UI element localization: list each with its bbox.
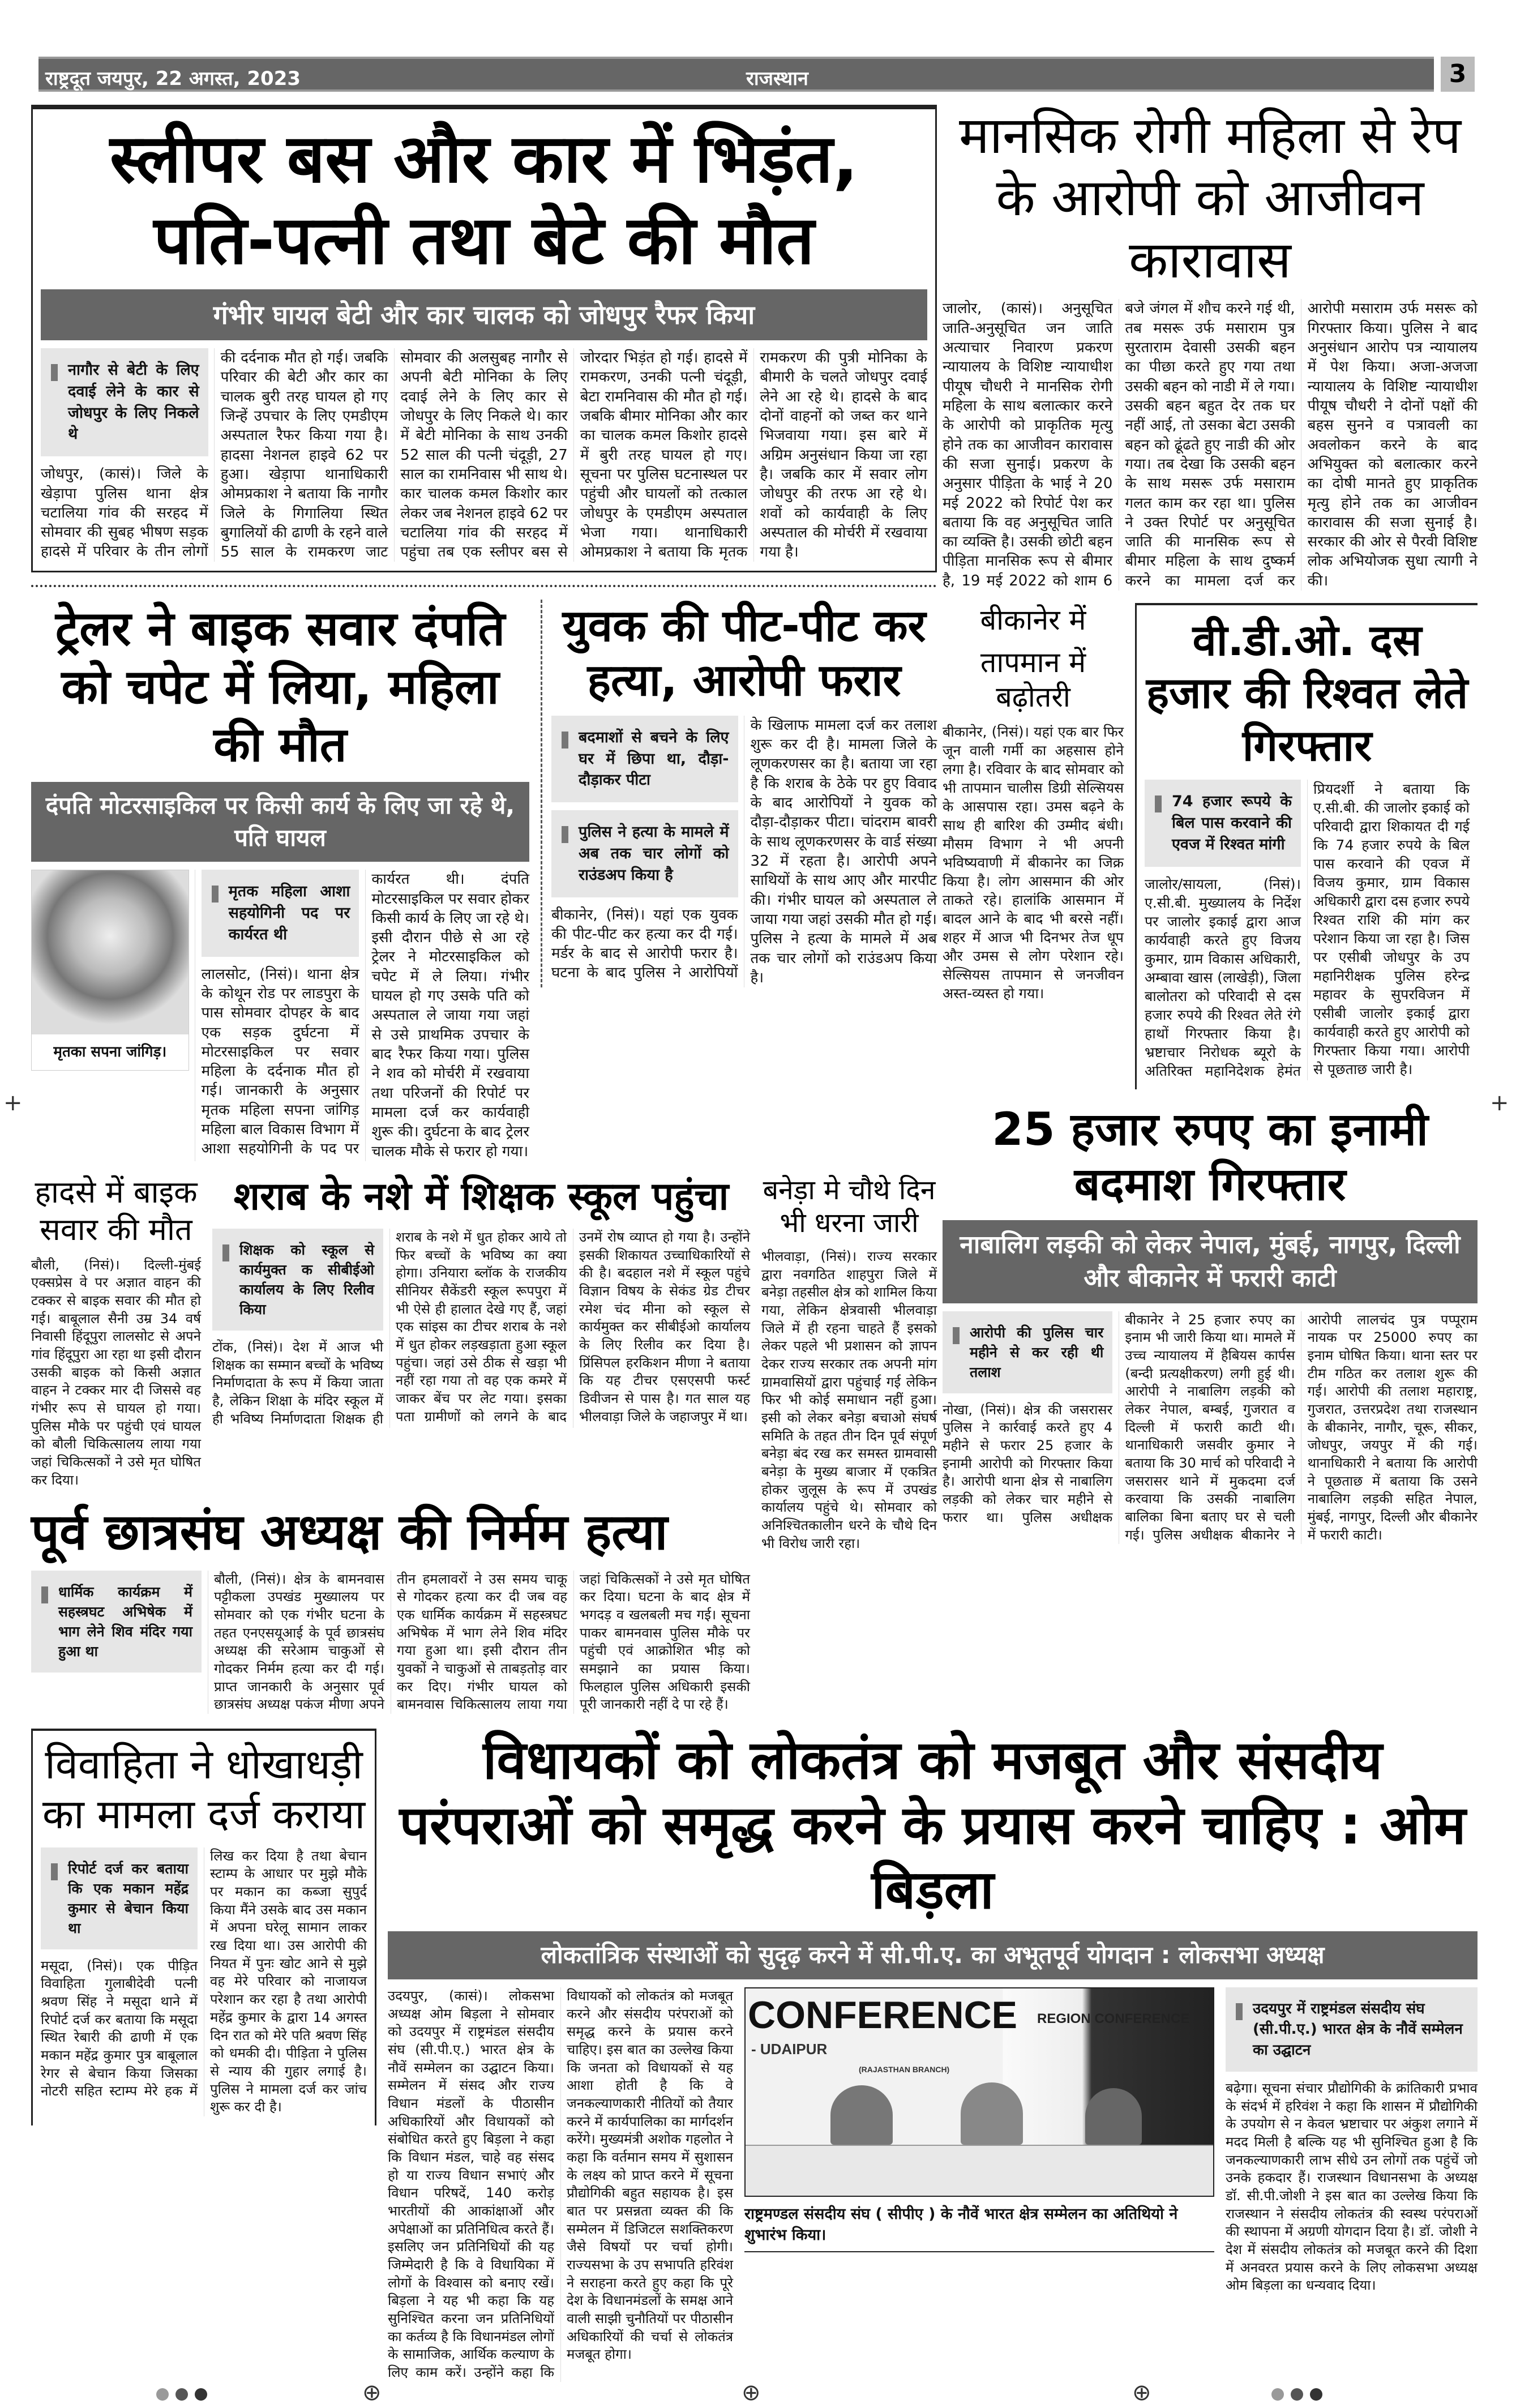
headline-life-imprisonment: मानसिक रोगी महिला से रेप के आरोपी को आजीवन कारावास (959, 106, 1461, 290)
article-life-imprisonment (943, 105, 1478, 591)
dateline: राष्ट्रदूत जयपुर, 22 अगस्त, 2023 (45, 67, 301, 90)
article-trailer-accident (31, 600, 529, 1161)
article-student-leader-murder (31, 1502, 750, 1714)
conference-banner-region: REGION CONFERENCE (1037, 2011, 1190, 2026)
article-drunk-teacher (212, 1174, 750, 1428)
article-body-temperature: बीकानेर, (निसं)। यहां एक बार फिर जून वाली गर्मी का अहसास होने लगा है। रविवार के बाद सोमवार को भी तापमान चालीस डिग्री सेल्सियस के आसपास रहा। उमस बढ़ने के साथ ही बारिश की उम्मीद बंधी। मौसम विभाग ने भी अपनी भविष्यवाणी में बीकानेर का जिक्र किया है। लोग आसमान की ओर ताकते रहे। हालांकि आसमान में बादल आने के बाद भी बरसे नहीं। शहर में आज भी दिनभर तेज धूप और उमस से लोग परेशान रहे। सेल्सियस तापमान से जनजीवन अस्त-व्यस्त हो गया। (943, 724, 1124, 1002)
highlight-trailer: मृतक महिला आशा सहयोगिनी पद पर कार्यरत थी (202, 870, 359, 956)
photo-caption-victim: मृतका सपना जांगिड़। (53, 1043, 167, 1061)
article-body-life-imprisonment: जालोर, (कासं)। अनुसूचित जाति-अनुसूचित जन जाति अत्याचार निवारण प्रकरण न्यायालय के विशिष्ट न्यायाधीश पीयूष चौधरी ने मानसिक रोगी महिला के साथ बलात्कार करने के आरोपी को प्राकृतिक मृत्यु होने तक का आजीवन कारावास की सजा सुनाई। प्रकरण के अनुसार पीड़िता के भाई ने 20 मई 2022 को रिपोर्ट पेश कर बताया कि वह अनुसूचित जाति का व्यक्ति है। उसकी छोटी बहन पीड़िता मानसिक रूप से बीमार है, 19 मई 2022 को शाम 6 बजे जंगल में शौच करने गई थी, तब मसरू उर्फ मसाराम पुत्र सुरताराम देवासी उसकी बहन का पीछा करते हुए गया तथा उसकी बहन को नाडी में ले गया। उसकी बहन बहुत देर तक घर नहीं आई, तो उसका बेटा उसकी बहन को ढूंढते हुए नाडी की ओर गया। तब देखा कि उसकी बहन के साथ मसरू उर्फ मसाराम गलत काम कर रहा था। पुलिस ने उक्त रिपोर्ट पर अनुसूचित जाति की मानसिक रूप से बीमार महिला के साथ दुष्कर्म करने का मामला दर्ज कर आरोपी मसाराम उर्फ मसरू को गिरफ्तार किया। पुलिस ने बाद अनुसंधान आरोप पत्र न्यायालय में पेश किया। अजा-अजजा न्यायालय के विशिष्ट न्यायाधीश पीयूष चौधरी ने दोनों पक्षों की बहस सुनने व पत्रावली का अवलोकन करने के बाद अभियुक्त को बलात्कार करने का दोषी मानते हुए प्राकृतिक मृत्यु होने तक का आजीवन कारावास की सजा सुनाई है। सरकार की ओर से पैरवी विशिष्ट लोक अभियोजक सुधा त्यागी ने की। (943, 300, 1478, 589)
highlight-vdo-bribe: 74 हजार रूपये के बिल पास करवाने की एवज में रिश्वत मांगी (1145, 780, 1301, 866)
article-body-student-leader-murder: बौली, (निसं)। क्षेत्र के बामनवास पट्टीकला उपखंड मुख्यालय पर सोमवार को एक गंभीर घटना के तहत एनएसयूआई के पूर्व छात्रसंघ अध्यक्ष की सरेआम चाकुओं से गोदकर निर्मम हत्या कर दी गई। प्राप्त जानकारी के अनुसार पूर्व छात्रसंघ अध्यक्ष पकंज मीणा अपने तीन हमलावरों ने उस समय चाकू से गोदकर हत्या कर दी जब वह एक धार्मिक कार्यक्रम में सहस्त्रघट अभिषेक में भाग लेने शिव मंदिर गया हुआ था। इसी दौरान तीन युवकों ने चाकुओं से ताबड़तोड़ वार कर दिए। गंभीर घायल को बामनवास चिकित्सालय लाया गया जहां चिकित्सकों ने उसे मृत घोषित कर दिया। घटना के बाद क्षेत्र में भगदड़ व खलबली मच गई। सूचना पाकर बामनवास पुलिस मौके पर पहुंची एवं आक्रोशित भीड़ को समझाने का प्रयास किया। फिलहाल पुलिस अधिकारी इसकी पूरी जानकारी नहीं दे पा रहे हैं। (214, 1571, 750, 1713)
headline-temperature: तापमान में बढ़ोतरी (980, 646, 1086, 714)
victim-photo-box (31, 870, 189, 1070)
article-body-married-woman-fraud-wrap (41, 1847, 367, 2116)
article-bike-accident (31, 1174, 201, 1489)
headline-student-leader-murder: पूर्व छात्रसंघ अध्यक्ष की निर्मम हत्या (31, 1503, 668, 1562)
article-body-trailer-wrap (31, 870, 529, 1161)
headline-baneda-protest: बनेड़ा मे चौथे दिन भी धरना जारी (763, 1174, 936, 1239)
lower-band (31, 1729, 1478, 2381)
subheadline-om-birla: लोकतांत्रिक संस्थाओं को सुदृढ़ करने में सी.पी.ए. का अभूतपूर्व योगदान : लोकसभा अध्यक्ष (388, 1931, 1478, 1979)
row-bike-teacher (31, 1174, 750, 1489)
middle-left-stack (31, 1174, 750, 1714)
page-header-bar (38, 57, 1434, 92)
subheadline-reward-criminal: नाबालिग लड़की को लेकर नेपाल, मुंबई, नागपुर, दिल्ली और बीकानेर में फरारी काटी (943, 1220, 1478, 1303)
article-body-bus-car-wrap (41, 348, 927, 562)
article-youth-murder (541, 600, 937, 987)
footer-color-dots (153, 2388, 211, 2403)
article-body-reward-criminal: नोखा, (निसं)। क्षेत्र की जसरासर पुलिस ने कार्रवाई करते हुए 4 महीने से फरार 25 हजार के इनामी आरोपी को गिरफ्तार किया है। आरोपी थाना क्षेत्र से नाबालिग लड़की को लेकर चार महीने से फरार था। पुलिस अधीक्षक बीकानेर ने 25 हजार रुपए का इनाम भी जारी किया था। मामले में उच्च न्यायालय में हैबियस कार्पस (बन्दी प्रत्यक्षीकरण) लगी हुई थी। आरोपी ने नाबालिग लड़की को लेकर नेपाल, बम्बई, गुजरात व दिल्ली में फरारी काटी थी। थानाधिकारी जसवीर कुमार ने बताया कि 30 मार्च को परिवादी ने जसरासर थाने में मुकदमा दर्ज करवाया कि उसकी नाबालिग बालिका बिना बताए घर से चली गई। पुलिस अधीक्षक बीकानेर ने आरोपी लालचंद पुत्र पप्पूराम नायक पर 25000 रुपए का इनाम घोषित किया। थाना स्तर पर टीम गठित कर तलाश शुरू की गई। आरोपी की तलाश महाराष्ट्र, गुजरात, उत्तरप्रदेश तथा राजस्थान के बीकानेर, नागौर, चूरू, सीकर, जोधपुर, जयपुर में की गई। थानाधिकारी ने बताया कि आरोपी ने पूछताछ में बताया कि उसने नाबालिग लड़की सहित नेपाल, मुंबई, नागपुर, दिल्ली और बीकानेर में फरारी काटी। (943, 1311, 1478, 1543)
temperature-kicker: बीकानेर में (980, 604, 1086, 637)
row-temperature-vdo (943, 603, 1478, 1089)
subheadline-bus-car: गंभीर घायल बेटी और कार चालक को जोधपुर रैफर किया (41, 289, 927, 340)
article-body-trailer: लालसोट, (निसं)। थाना क्षेत्र के कोथून रोड पर लाडपुरा के पास सोमवार दोपहर के बाद एक सड़क दुर्घटना में मोटरसाइकिल पर सवार महिला के दर्दनाक मौत हो गई। जानकारी के अनुसार मृतक महिला सपना जांगिड़ महिला बाल विकास विभाग में आशा सहयोगिनी के पद पर कार्यरत थी। दंपति मोटरसाइकिल पर सवार होकर किसी कार्य के लिए जा रहे थे। इसी दौरान पीछे से आ रहे ट्रेलर ने मोटरसाइकिल को चपेट में ले लिया। गंभीर घायल हो गए उसके पति को अस्पताल ले जाया गया जहां से उसे प्राथमिक उपचार के बाद रैफर किया गया। पुलिस ने शव को मोर्चरी में रखवाया तथा परिजनों की रिपोर्ट पर मामला दर्ज कर कार्यवाही शुरू की। दुर्घटना के बाद ट्रेलर चालक मौके से फरार हो गया। (201, 871, 529, 1160)
right-region (943, 105, 1478, 1544)
dignitary-figure (1085, 2088, 1142, 2145)
article-vdo-bribe (1135, 603, 1478, 1089)
om-birla-right-column (1226, 1987, 1478, 2295)
conference-banner-city: - UDAIPUR (751, 2040, 828, 2058)
highlight-married-woman-fraud: रिपोर्ट दर्ज कर बताया कि एक मकान महेंद्र कुमार से बेचान किया था (41, 1847, 198, 1949)
row-middle-left (31, 1174, 937, 1714)
upper-band (31, 105, 1478, 1714)
registration-mark: ⊕ (362, 2380, 382, 2406)
article-body-reward-criminal-wrap (943, 1311, 1478, 1545)
article-body-om-birla-right: बढ़ेगा। सूचना संचार प्रौद्योगिकी के क्रांतिकारी प्रभाव के संदर्भ में हरिवंश ने कहा कि शासन में प्रौद्योगिकी के उपयोग से न केवल भ्रष्टाचार पर अंकुश लगाने में मदद मिली है बल्कि यह भी सुनिश्चित हुआ है कि जनकल्याणकारी लाभ सीधे उन लोगों तक पहुंचें जो उनके हकदार हैं। राजस्थान विधानसभा के अध्यक्ष डॉ. सी.पी.जोशी ने इस बात का उल्लेख किया कि राजस्थान ने संसदीय लोकतंत्र की स्वस्थ परंपराओं की स्थापना में अग्रणी योगदान दिया है। डॉ. जोशी ने देश में संसदीय लोकतंत्र को मजबूत करने की दिशा में अनवरत प्रयास करने के लिए लोकसभा अध्यक्ष ओम बिड़ला का धन्यवाद दिया। (1226, 2080, 1478, 2294)
dignitary-figure (830, 2085, 893, 2145)
article-baneda-protest (761, 1174, 937, 1553)
article-body-youth-murder: बीकानेर, (निसं)। यहां एक युवक की पीट-पीट कर हत्या कर दी गई। मर्डर के बाद से आरोपी फरार है। घटना के बाद पुलिस ने आरोपियों के खिलाफ मामला दर्ज कर तलाश शुरू कर दी है। मामला जिले के लूणकरणसर का है। बताया जा रहा है कि शराब के ठेके पर हुए विवाद के बाद आरोपियों ने युवक को दौड़ा-दौड़ाकर पीटा। चांदराम बावरी के साथ लूणकरणसर के वार्ड संख्या 32 में रहता है। आरोपी अपने साथियों के साथ आए और मारपीट की। गंभीर घायल को अस्पताल ले जाया गया जहां उसकी मौत हो गई। पुलिस ने हत्या के मामले में अब तक चार लोगों को राउंडअप किया है। (551, 716, 937, 986)
highlight-youth-murder-2: पुलिस ने हत्या के मामले में अब तक चार लोगों को राउंडअप किया है (551, 810, 738, 897)
article-body-bus-car: जोधपुर, (कासं)। जिले के खेड़ापा पुलिस थाना क्षेत्र चटालिया गांव की सरहद में सोमवार की सुबह भीषण सड़क हादसे में परिवार के तीन लोगों की दर्दनाक मौत हो गई। जबकि परिवार की बेटी और कार का चालक बुरी तरह घायल हो गए जिन्हें उपचार के लिए एमडीएम अस्पताल रैफर किया गया है। हादसा नेशनल हाइवे 62 पर हुआ। खेड़ापा थानाधिकारी ओमप्रकाश ने बताया कि नागौर जिले के गिगालिया स्थित बुगालियों की ढाणी के रहने वाले 55 साल के रामकरण जाट सोमवार की अलसुबह नागौर से अपनी बेटी मोनिका के लिए दवाई लेने के लिए कार से जोधपुर के लिए निकले थे। कार में बेटी मोनिका के साथ उनकी 52 साल की पत्नी चंदूड़ी, 27 साल का रामनिवास भी साथ थे। कार चालक कमल किशोर कार लेकर जब नेशनल हाइवे 62 पर चटालिया गांव की सरहद में पहुंचा तब एक स्लीपर बस से जोरदार भिड़ंत हो गई। हादसे में रामकरण, उनकी पत्नी चंदूड़ी, बेटा रामनिवास की मौत हो गई। जबकि बीमार मोनिका और कार का चालक कमल किशोर हादसे में बुरी तरह घायल हो गए। सूचना पर पुलिस घटनास्थल पर पहुंची और घायलों को तत्काल जोधपुर के एमडीएम अस्पताल भेजा गया। थानाधिकारी ओमप्रकाश ने बताया कि मृतक रामकरण की पुत्री मोनिका के बीमारी के चलते जोधपुर दवाई लेने आ रहे थे। हादसे के बाद दोनों वाहनों को जब्त कर थाने भिजवाया गया। इस बारे में अग्रिम अनुसंधान किया जा रहा है। जबकि कार में सवार लोग जोधपुर की तरफ आ रहे थे। शवों को कार्यवाही के लिए अस्पताल की मोर्चरी में रखवाया गया है। (41, 349, 927, 561)
headline-vdo-bribe: वी.डी.ओ. दस हजार की रिश्वत लेते गिरफ्तार (1146, 615, 1468, 771)
article-body-vdo-bribe: जालोर/सायला, (निसं)। ए.सी.बी. मुख्यालय के निर्देश पर जालोर इकाई द्वारा आज कार्यवाही करते हुए विजय कुमार, ग्राम विकास अधिकारी, अम्बावा खास (लाखेड़ी), जिला बालोतरा को परिवादी से दस हजार रुपये की रिश्वत लेते रंगे हाथों गिरफ्तार किया है। भ्रष्टाचार निरोधक ब्यूरो के अतिरिक्त महानिदेशक हेमंत प्रियदर्शी ने बताया कि ए.सी.बी. की जालोर इकाई को परिवादी द्वारा शिकायत दी गई कि 74 हजार रुपये के बिल पास करवाने की एवज में विजय कुमार, ग्राम विकास अधिकारी द्वारा दस हजार रुपये रिश्वत राशि की मांग कर परेशान किया जा रहा है। जिस पर एसीबी जोधपुर के उप महानिरीक्षक पुलिस हरेन्द्र महावर के सुपरविजन में एसीबी जालोर इकाई द्वारा कार्यवाही करते हुए आरोपी को गिरफ्तार किया गया। आरोपी से पूछताछ जारी है। (1145, 781, 1470, 1079)
conference-photo-block (744, 1987, 1214, 2252)
divider (31, 585, 937, 587)
highlight-reward-criminal: आरोपी की पुलिस चार महीने से कर रही थी तलाश (943, 1311, 1112, 1393)
dignitary-figure (961, 2082, 1023, 2145)
highlight-drunk-teacher: शिक्षक को स्कूल से कार्यमुक्त क सीबीईओ कार्यालय के लिए रिलीव किया (212, 1229, 383, 1331)
headline-bike-accident: हादसे में बाइक सवार की मौत (35, 1174, 198, 1247)
registration-mark: ⊕ (742, 2380, 761, 2406)
headline-drunk-teacher: शराब के नशे में शिक्षक स्कूल पहुंचा (233, 1174, 729, 1219)
article-temperature (943, 603, 1124, 1003)
article-om-birla (388, 1729, 1478, 2381)
headline-om-birla: विधायकों को लोकतंत्र को मजबूत और संसदीय परंपराओं को समृद्ध करने के प्रयास करने चाहिए : ओम बिड़ला (399, 1730, 1466, 1922)
article-body-student-leader-murder-wrap (31, 1571, 750, 1714)
row-trailer-youth (31, 600, 937, 1161)
subheadline-trailer: दंपति मोटरसाइकिल पर किसी कार्य के लिए जा रहे थे, पति घायल (31, 782, 529, 862)
article-reward-criminal (943, 1102, 1478, 1545)
section-name: राजस्थान (746, 67, 808, 90)
registration-mark: + (3, 1090, 23, 1116)
article-body-youth-murder-wrap (551, 716, 937, 987)
article-body-bike-accident: बौली, (निसं)। दिल्ली-मुंबई एक्सप्रेस वे पर अज्ञात वाहन की टक्कर से बाइक सवार की मौत हो गई। बाबूलाल सैनी उम्र 34 वर्ष निवासी हिंदूपुरा लालसोट से अपने गांव हिंदूपुरा आ रहा था इसी दौरान उसकी बाइक को किसी अज्ञात वाहन ने टक्कर मार दी जिससे वह गंभीर रूप से घायल हो गया। पुलिस मौके पर पहुंची एवं घायल को बौली चिकित्सालय लाया गया जहां चिकित्सकों ने उसे मृत घोषित कर दिया। (31, 1256, 201, 1488)
headline-reward-criminal-arrested: 25 हजार रुपए का इनामी बदमाश गिरफ्तार (992, 1102, 1428, 1211)
registration-mark: ⊕ (1132, 2380, 1151, 2406)
photo-caption-conference: राष्ट्रमण्डल संसदीय संघ ( सीपीए ) के नौवें भारत क्षेत्र सम्मेलन का अतिथियो ने शुभारंभ किया। (744, 2197, 1214, 2252)
highlight-om-birla: उदयपुर में राष्ट्रमंडल संसदीय संघ (सी.पी.ए.) भारत क्षेत्र के नौवें सम्मेलन का उद्घाटन (1226, 1987, 1478, 2072)
article-body-drunk-teacher: टोंक, (निसं)। देश में आज भी शिक्षक का सम्मान बच्चों के भविष्य निर्माणदाता के रूप में किया जाता है, लेकिन शिक्षा के मंदिर स्कूल में ही भविष्य निर्माणदाता शिक्षक ही शराब के नशे में धुत होकर आये तो फिर बच्चों के भविष्य का क्या होगा। उनियारा ब्लॉक के राजकीय सीनियर सैकेंडरी स्कूल रूपपुरा में भी ऐसे ही हालात देखे गए हैं, जहां एक सांइस का टीचर शराब के नशे में धुत होकर लड़खड़ाता हुआ स्कूल पहुंचा। जहां उसे ठीक से खड़ा भी नहीं रहा गया तो वह एक कमरे में जाकर बेंच पर लेट गया। इसका पता ग्रामीणों को लगने के बाद उनमें रोष व्याप्त हो गया है। उन्होंने इसकी शिकायत उच्चाधिकारियों से की है। बदहाल नशे में स्कूल पहुंचे विज्ञान विषय के सेकंड ग्रेड टीचर रमेश चंद मीना को स्कूल से कार्यमुक्त कर सीबीईओ कार्यालय के लिए रिलीव कर दिया है। प्रिंसिपल हरकिशन मीणा ने बताया कि यह टीचर एसएसपी फर्स्ट डिवीजन से पास है। गत साल यह भीलवाड़ा जिले के जहाजपुर में था। (212, 1229, 750, 1427)
article-body-baneda-protest: भीलवाड़ा, (निसं)। राज्य सरकार द्वारा नवगठित शाहपुरा जिले में बनेड़ा तहसील क्षेत्र को शामिल किया गया, लेकिन क्षेत्रवासी भीलवाड़ा जिले में ही रहना चाहते हैं इसको लेकर पहले भी प्रशासन को ज्ञापन देकर राज्य सरकार तक अपनी मांग ग्रामवासियों द्वारा पहुंचाई गई लेकिन फिर भी कोई समाधान नहीं हुआ। इसी को लेकर बनेड़ा बचाओ संघर्ष समिति के तहत तीन दिन पूर्व संपूर्ण बनेड़ा बंद रख कर समस्त ग्रामवासी बनेड़ा के मुख्य बाजार में एकत्रित होकर जुलूस के रूप में उपखंड कार्यालय पहुंचे थे। सोमवार को अनिश्चितकालीन धरने के चौथे दिन भी विरोध जारी रहा। (761, 1248, 937, 1551)
headline-trailer-accident: ट्रेलर ने बाइक सवार दंपति को चपेट में लिया, महिला की मौत (55, 601, 506, 773)
article-body-drunk-teacher-wrap (212, 1229, 750, 1428)
page-content (31, 105, 1478, 2382)
conference-banner-branch: (RAJASTHAN BRANCH) (859, 2064, 950, 2074)
left-region (31, 105, 937, 1714)
victim-photo (32, 870, 189, 1034)
highlight-student-leader-murder: धार्मिक कार्यक्रम में सहस्त्रघट अभिषेक में भाग लेने शिव मंदिर गया हुआ था (31, 1571, 202, 1673)
headline-married-woman-fraud: विवाहिता ने धोखाधड़ी का मामला दर्ज कराया (42, 1740, 366, 1838)
headline-youth-murder: युवक की पीट-पीट कर हत्या, आरोपी फरार (562, 601, 926, 706)
om-birla-content (388, 1987, 1478, 2382)
article-body-married-woman-fraud: मसूदा, (निसं)। एक पीड़ित विवाहिता गुलाबीदेवी पत्नी श्रवण सिंह ने मसूदा थाने में रिपोर्ट दर्ज कर बताया कि मसूदा स्थित रेबारी की ढाणी में एक मकान महेंद्र कुमार पुत्र बाबूलाल रेगर से बेचान किया जिसका नोटरी सहित स्टाम्प मेरे हक में लिख कर दिया है तथा बेचान स्टाम्प के आधार पर मुझे मौके पर मकान का कब्जा सुपुर्द किया मैंने उसके बाद उस मकान में अपना घरेलू सामान लाकर रख दिया था। उस आरोपी की नियत में पुनः खोट आने से मुझे वह मेरे परिवार को नाजायज परेशान कर रहा है तथा आरोपी महेंद्र कुमार के द्वारा 14 अगस्त दिन रात को मेरे पति श्रवण सिंह को धमकी दी। पीड़िता ने पुलिस से न्याय की गुहार लगाई है। पुलिस ने मामला दर्ज कर जांच शुरू कर दी है। (41, 1847, 367, 2115)
conference-photo (744, 1987, 1214, 2197)
article-body-vdo-bribe-wrap (1145, 780, 1470, 1080)
footer-color-dots (1268, 2388, 1326, 2403)
highlight-bus-car: नागौर से बेटी के लिए दवाई लेने के कार से जोधपुर के लिए निकले थे (41, 348, 208, 456)
dignitaries-table (746, 2145, 1213, 2196)
conference-banner-text: CONFERENCE (748, 1993, 1018, 2037)
article-married-woman-fraud (31, 1729, 376, 2125)
page-number: 3 (1441, 57, 1475, 92)
article-body-om-birla: उदयपुर, (कासं)। लोकसभा अध्यक्ष ओम बिड़ला ने सोमवार को उदयपुर में राष्ट्रमंडल संसदीय संघ (सी.पी.ए.) भारत क्षेत्र के नौवें सम्मेलन का उद्घाटन किया। सम्मेलन में संसद और राज्य विधान मंडलों के पीठासीन अधिकारियों और विधायकों को संबोधित करते हुए बिड़ला ने कहा कि विधान मंडल, चाहे वह संसद हो या राज्य विधान सभाएं और विधान परिषदें, 140 करोड़ भारतीयों की आकांक्षाओं और अपेक्षाओं का प्रतिनिधित्व करते हैं। इसलिए जन प्रतिनिधियों की यह जिम्मेदारी है कि वे विधायिका में लोगों के विश्वास को बनाए रखें। बिड़ला ने यह भी कहा कि यह सुनिश्चित करना जन प्रतिनिधियों का कर्तव्य है कि विधानमंडल लोगों के सामाजिक, आर्थिक कल्याण के लिए काम करें। उन्होंने कहा कि विधायकों को लोकतंत्र को मजबूत करने और संसदीय परंपराओं को समृद्ध करने के प्रयास करने चाहिए। इस बात का उल्लेख किया कि जनता को विधायकों से यह आशा होती है कि वे जनकल्याणकारी नीतियों को तैयार करने में कार्यपालिका का मार्गदर्शन करेंगे। मुख्यमंत्री अशोक गहलोत ने कहा कि वर्तमान समय में सुशासन के लक्ष्य को प्राप्त करने में सूचना प्रौद्योगिकी बहुत सहायक है। इस बात पर प्रसन्नता व्यक्त की कि सम्मेलन में डिजिटल सशक्तिकरण जैसे विषयों पर चर्चा होगी। राज्यसभा के उप सभापति हरिवंश ने सराहना करते हुए कहा कि पूरे देश के विधानमंडलों के समक्ष आने वाली साझी चुनौतियों पर पीठासीन अधिकारियों की चर्चा से लोकतंत्र मजबूत होगा। (388, 1987, 733, 2380)
registration-mark: + (1490, 1090, 1509, 1116)
headline-bus-car-collision: स्लीपर बस और कार में भिड़ंत, पति-पत्नी तथा बेटे की मौत (109, 119, 859, 279)
article-bus-car-collision (31, 105, 937, 572)
highlight-youth-murder-1: बदमाशों से बचने के लिए घर में छिपा था, दौड़ा-दौड़ाकर पीटा (551, 716, 738, 802)
